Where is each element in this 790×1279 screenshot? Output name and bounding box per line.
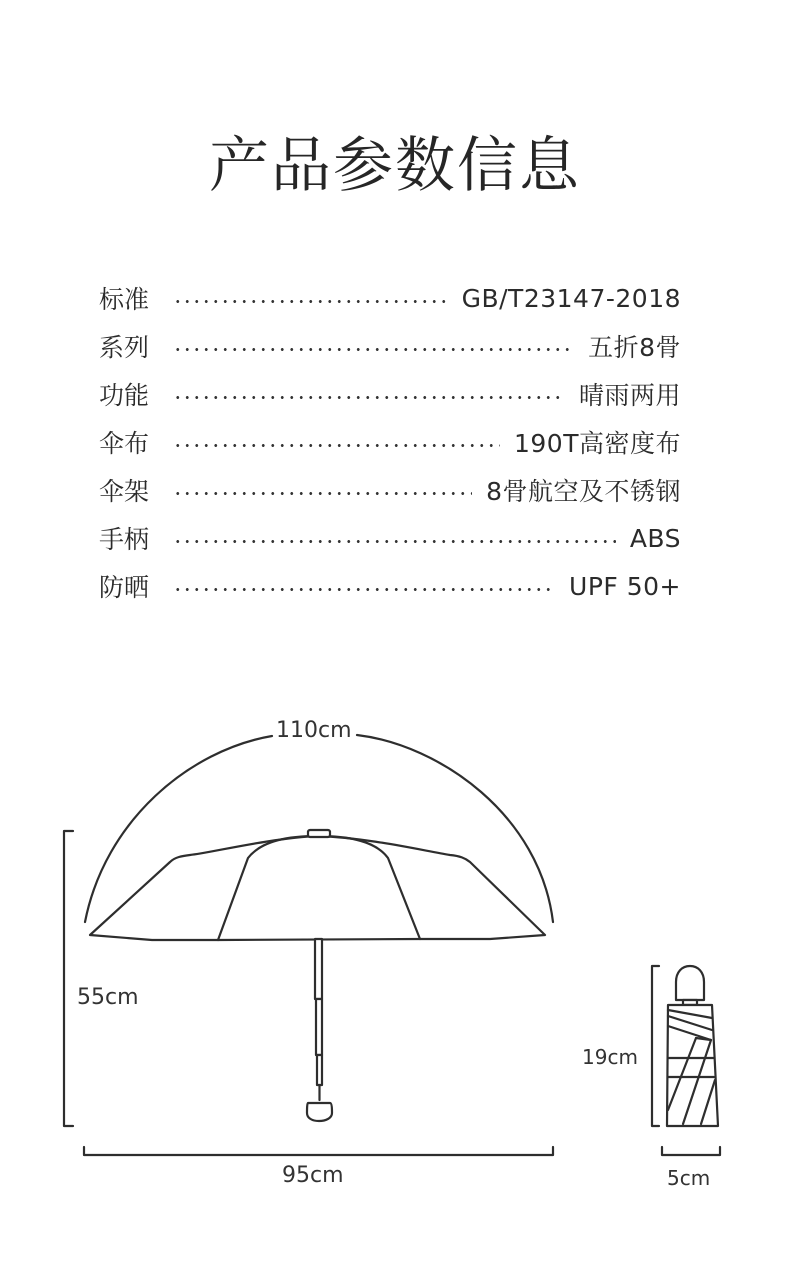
- umbrella-handle-icon: [307, 1103, 332, 1121]
- folded-height-bracket: [652, 966, 659, 1126]
- open-height-label: 55cm: [77, 985, 139, 1010]
- open-width-label: 95cm: [282, 1163, 344, 1188]
- spec-label: 系列: [99, 333, 150, 362]
- umbrella-tip-icon: [308, 830, 330, 837]
- arc-dimension-line: [357, 735, 553, 922]
- folded-width-bracket: [662, 1147, 720, 1155]
- spec-value: 晴雨两用: [578, 381, 681, 410]
- spec-label: 伞布: [99, 429, 150, 458]
- spec-value: 190T高密度布: [514, 429, 681, 458]
- folded-handle-icon: [676, 966, 704, 1000]
- folded-width-label: 5cm: [667, 1166, 711, 1190]
- canopy-panel-icon: [218, 836, 420, 940]
- arc-dimension-label: 110cm: [276, 718, 352, 743]
- folded-umbrella-diagram: [652, 966, 720, 1155]
- width-dimension-bracket: [84, 1147, 553, 1155]
- height-dimension-bracket: [64, 831, 73, 1126]
- spec-label: 防晒: [99, 573, 150, 602]
- spec-label: 功能: [99, 381, 150, 410]
- spec-value: GB/T23147-2018: [461, 283, 681, 313]
- folded-height-label: 19cm: [582, 1045, 638, 1069]
- spec-value: 五折8骨: [588, 333, 681, 362]
- spec-value: 8骨航空及不锈钢: [486, 477, 681, 506]
- canopy-outline-icon: [90, 836, 545, 940]
- page-title: 产品参数信息: [209, 131, 581, 201]
- spec-label: 手柄: [99, 525, 150, 554]
- arc-dimension-line: [85, 736, 272, 922]
- umbrella-shaft-icon: [315, 939, 322, 999]
- spec-label: 标准: [99, 285, 150, 314]
- spec-label: 伞架: [99, 477, 150, 506]
- spec-value: UPF 50+: [569, 571, 681, 601]
- spec-value: ABS: [629, 523, 681, 553]
